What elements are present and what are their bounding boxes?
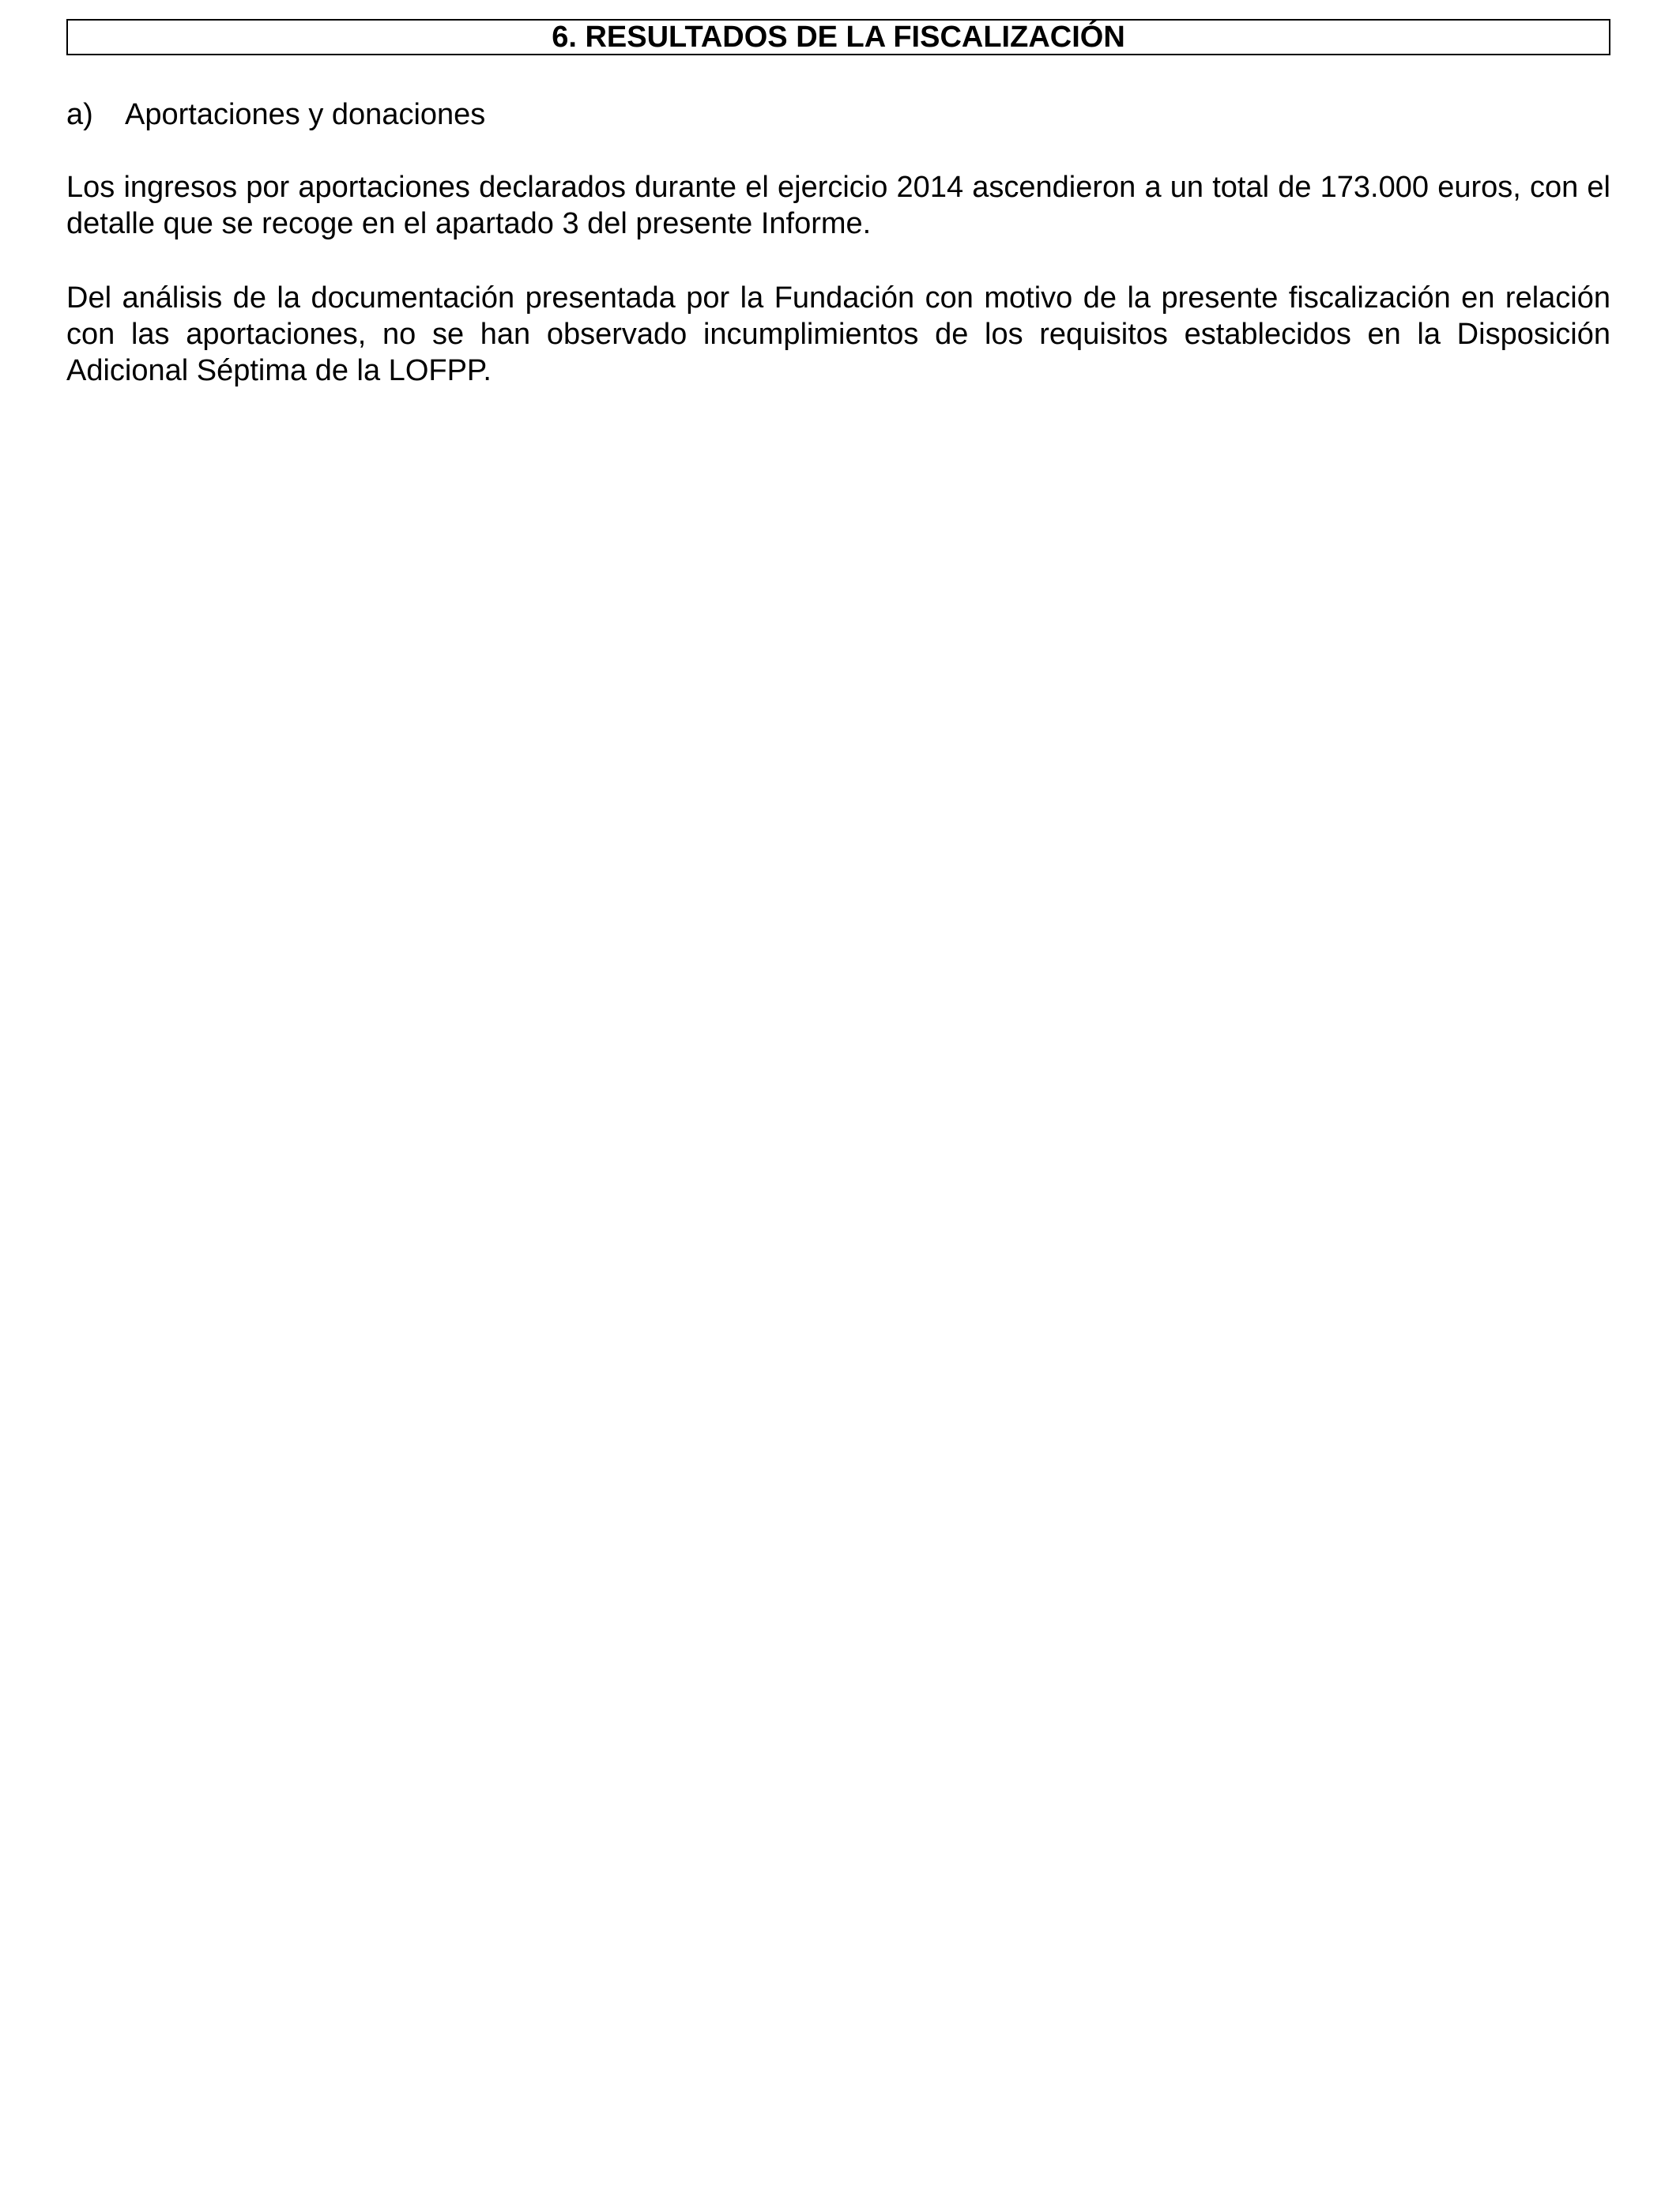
paragraph-income: Los ingresos por aportaciones declarados durante el ejercicio 2014 ascendieron a un total de 173.000 euros, con el detalle que se recoge en el apartado 3 del presente Informe. xyxy=(66,171,1610,240)
subsection-heading xyxy=(66,95,485,134)
section-title: 6. RESULTADOS DE LA FISCALIZACIÓN xyxy=(552,21,1125,54)
subsection-marker: a) xyxy=(66,98,93,131)
paragraph-analysis: Del análisis de la documentación presentada por la Fundación con motivo de la presente fiscalización en relación con las aportaciones, no se han observado incumplimientos de los requisitos establecidos en la Disposición Adicional Séptima de la LOFPP. xyxy=(66,281,1610,387)
section-title-box xyxy=(66,19,1610,55)
subsection-title: Aportaciones y donaciones xyxy=(125,98,486,131)
